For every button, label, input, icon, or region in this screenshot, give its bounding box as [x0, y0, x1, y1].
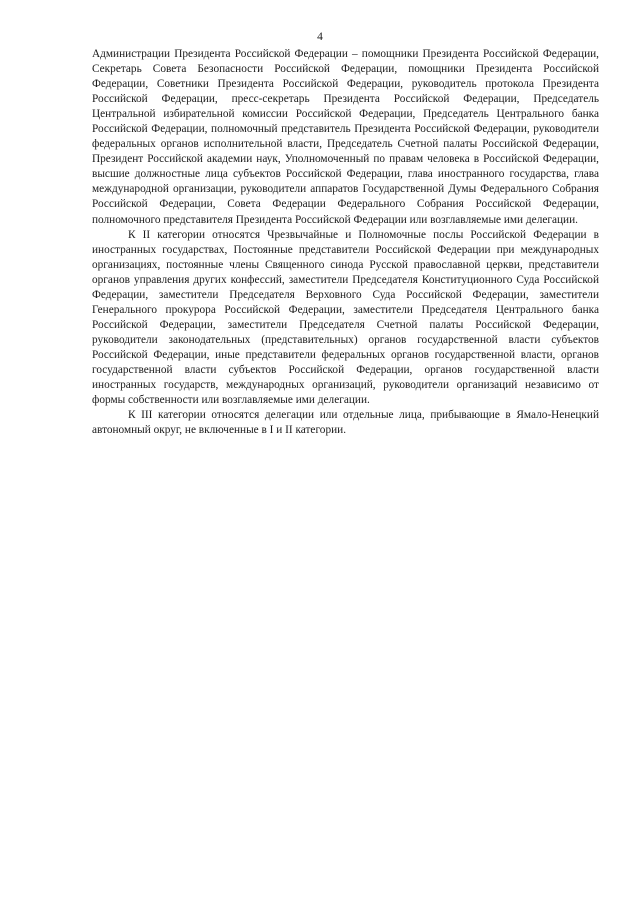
paragraph-category-iii: К III категории относятся делегации или отдельные лица, прибывающие в Ямало-Ненецкий автономный округ, не включенные в I и II категории.	[92, 409, 599, 437]
paragraph-category-ii: К II категории относятся Чрезвычайные и Полномочные послы Российской Федерации в иностранных государствах, Постоянные представители Российской Федерации при международных организациях, постоянные члены Священного синода Русской православной церкви, представители органов управления других конфессий, заместители Председателя Конституционного Суда Российской Федерации, заместители Председателя Верховного Суда Российской Федерации, заместители Генерального прокурора Российской Федерации, заместители Председателя Центрального банка Российской Федерации, заместители Председателя Счетной палаты Российской Федерации, руководители законодательных (представительных) органов государственной власти субъектов Российской Федерации, иные представители федеральных органов государственной власти, органов государственной власти субъектов Российской Федерации, органов государственной власти иностранных государств, международных организаций, руководители организаций независимо от формы собственности или возглавляемые ими делегации.	[92, 228, 599, 407]
page-number: 4	[317, 31, 323, 43]
document-body	[92, 47, 599, 438]
paragraph-category-i-continuation: Администрации Президента Российской Федерации – помощники Президента Российской Федерации, Секретарь Совета Безопасности Российской Федерации, помощники Президента Российской Федерации, Советники Президента Российской Федерации, руководитель протокола Президента Российской Федерации, пресс-секретарь Президента Российской Федерации, Председатель Центральной избирательной комиссии Российской Федерации, Председатель Центрального банка Российской Федерации, полномочный представитель Президента Российской Федерации, руководители федеральных органов исполнительной власти, Председатель Счетной палаты Российской Федерации, Президент Российской академии наук, Уполномоченный по правам человека в Российской Федерации, высшие должностные лица субъектов Российской Федерации, глава иностранного государства, глава международной организации, руководители аппаратов Государственной Думы Федерального Собрания Российской Федерации, Совета Федерации Федерального Собрания Российской Федерации, полномочного представителя Президента Российской Федерации или возглавляемые ими делегации.	[92, 48, 599, 226]
